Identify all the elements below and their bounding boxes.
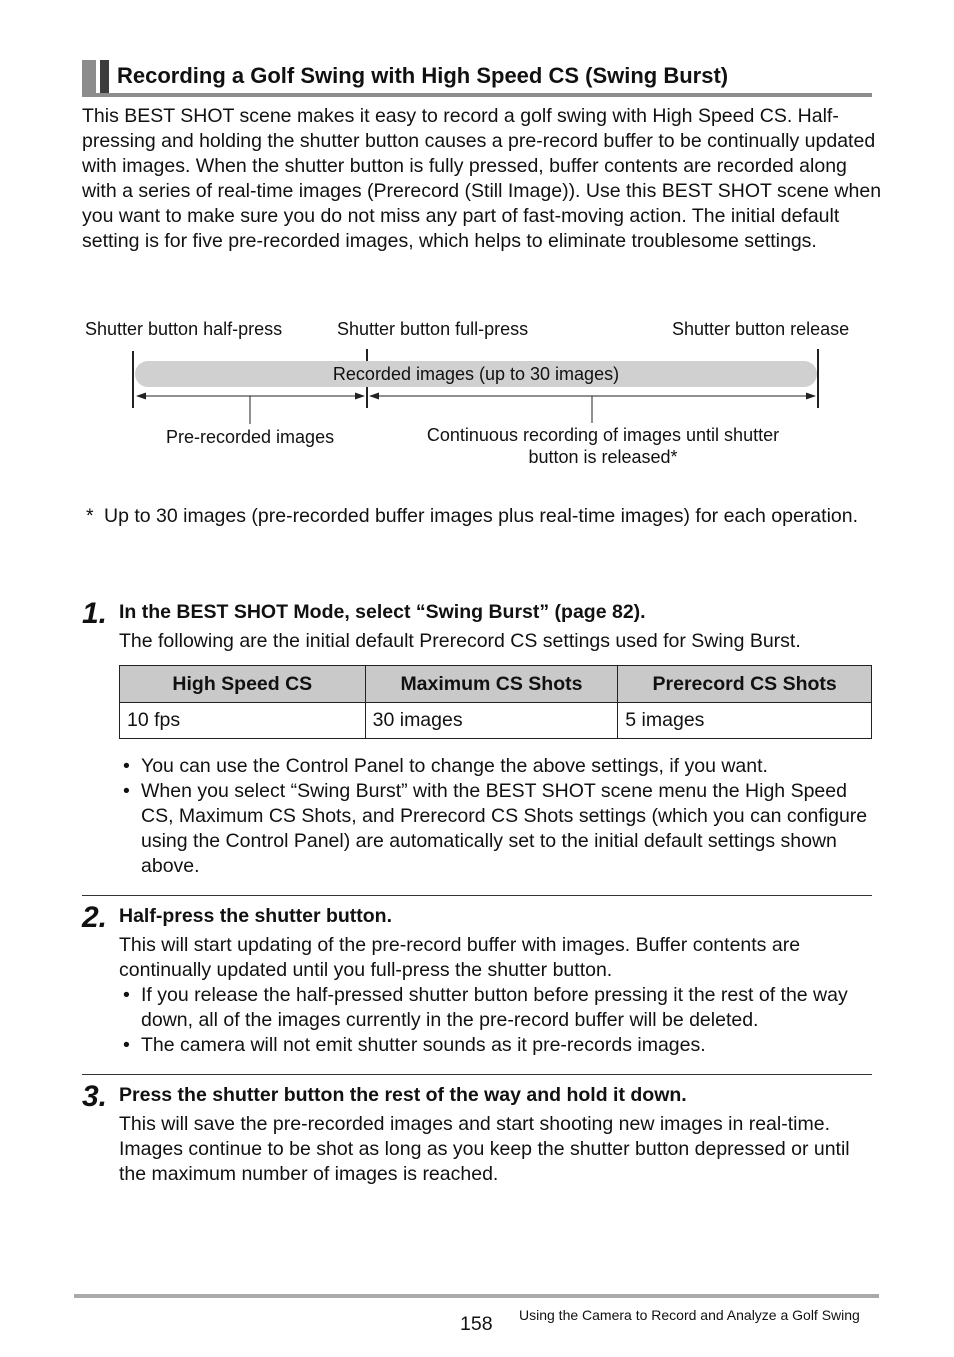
label-pre-recorded: Pre-recorded images [166,427,335,447]
label-release: Shutter button release [672,319,850,339]
table-header-cell: Prerecord CS Shots [618,666,872,703]
label-continuous-2: button is released* [528,447,678,467]
list-item-text: You can use the Control Panel to change the above settings, if you want. [141,755,768,777]
table-header-cell: Maximum CS Shots [365,666,618,703]
bullet-glyph: • [123,780,130,802]
step-2-number: 2. [82,901,108,934]
list-item-text: When you select “Swing Burst” with the BEST SHOT scene menu the High Speed CS, Maximum CS Shots, and Prerecord CS Shots settings (which you can configure using the Control Panel) are automatically set to the initial default settings shown above. [141,780,868,877]
list-item [119,983,874,1033]
continuous-arrow-right-head [806,393,816,400]
pre-record-arrow-left-head [136,393,146,400]
table-header-cell: High Speed CS [120,666,366,703]
step-1-body: The following are the initial default Prerecord CS settings used for Swing Burst. [119,630,801,652]
list-item-text: The camera will not emit shutter sounds as it pre-records images. [141,1034,706,1056]
continuous-arrow-left-head [369,393,379,400]
pre-record-arrow-right-head [355,393,365,400]
list-item-text: If you release the half-pressed shutter button before pressing it the rest of the way down, all of the images currently in the pre-record buffer will be deleted. [141,984,848,1031]
label-full-press: Shutter button full-press [337,319,529,339]
step-1-number: 1. [82,597,108,630]
step-2-title: Half-press the shutter button. [119,905,393,927]
table-cell: 5 images [618,703,872,739]
intro-paragraph: This BEST SHOT scene makes it easy to record a golf swing with High Speed CS. Half-pressing and holding the shutter button causes a pre-record buffer to be continually updated with images. When the shutter button is fully pressed, buffer contents are recorded along with a series of real-time images (Prerecord (Still Image)). Use this BEST SHOT scene when you want to make sure you do not miss any part of fast-moving action. The initial default setting is for five pre-recorded images, which helps to eliminate troublesome settings. [82,105,882,252]
footer-rule [74,1294,879,1298]
step-3-body: This will save the pre-recorded images and start shooting new images in real-time. Images continue to be shot as long as you keep the shutter button depressed or until the maximum number of images is reached. [119,1113,850,1185]
bullet-glyph: • [123,1034,130,1056]
bullet-glyph: • [123,755,130,777]
recorded-images-label: Recorded images (up to 30 images) [332,364,620,384]
footnote-asterisk: * [86,505,94,527]
chapter-title: Using the Camera to Record and Analyze a Golf Swing [519,1307,860,1323]
list-item [119,754,874,779]
page-number: 158 [460,1313,493,1335]
list-item [119,779,874,879]
label-continuous-1: Continuous recording of images until shutter [426,425,780,445]
footnote-text: Up to 30 images (pre-recorded buffer images plus real-time images) for each operation. [104,505,859,527]
step-3-number: 3. [82,1080,108,1113]
table-cell: 30 images [365,703,618,739]
timeline-arrows [0,0,954,470]
label-half-press: Shutter button half-press [85,319,283,339]
bullet-glyph: • [123,984,130,1006]
step-divider [82,1074,872,1075]
step-1-title: In the BEST SHOT Mode, select “Swing Burst” (page 82). [119,601,646,623]
list-item [119,1033,874,1058]
step-2-body: This will start updating of the pre-record buffer with images. Buffer contents are continually updated until you full-press the shutter button. [119,934,801,981]
step-3-title: Press the shutter button the rest of the way and hold it down. [119,1084,687,1106]
step-divider [82,895,872,896]
settings-table [119,665,872,739]
table-row [120,703,872,739]
table-header-row [120,666,872,703]
step-1-bullets [119,754,874,879]
table-cell: 10 fps [120,703,366,739]
step-2-bullets [119,983,874,1058]
section-title: Recording a Golf Swing with High Speed CS (Swing Burst) [117,63,729,88]
